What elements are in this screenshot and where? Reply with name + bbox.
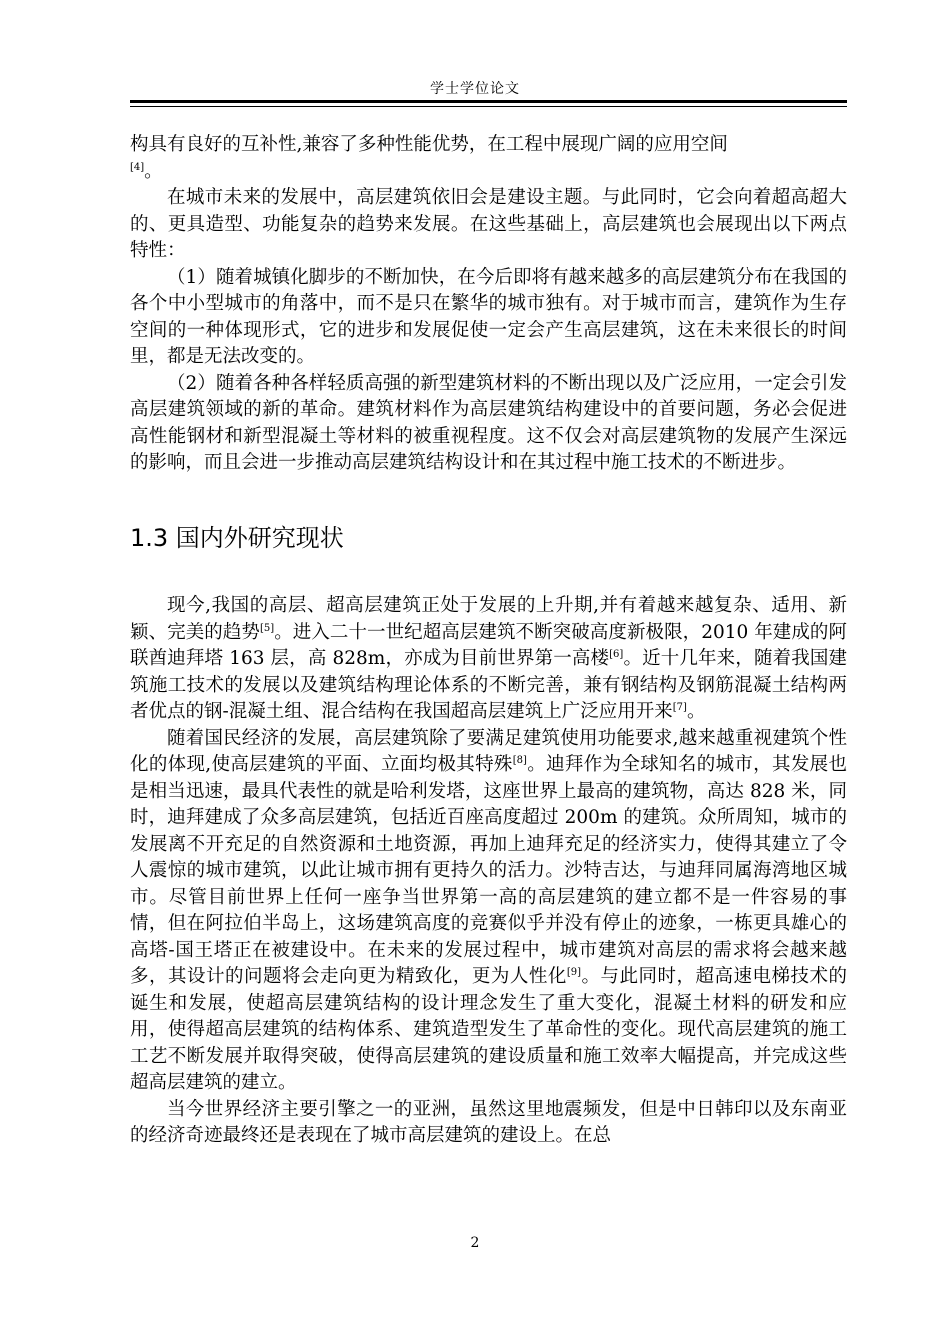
paragraph: 现今,我国的高层、超高层建筑正处于发展的上升期,并有着越来越复杂、适用、新颖、完美的趋势[5]。进入二十一世纪超高层建筑不断突破高度新极限，2010 年建成的阿联酋迪拜塔 163 层，高 828m，亦成为目前世界第一高楼[6]。近十几年来，随着我国建筑施工技术的发展以及建筑结构理论体系的不断完善，兼有钢结构及钢筋混凝土结构两者优点的钢-混凝土组、混合结构在我国超高层建筑上广泛应用开来[7]。 [130, 595, 847, 722]
running-header: 学士学位论文 [430, 81, 520, 97]
header-rule-thin [130, 106, 847, 107]
section-heading: 1.3 国内外研究现状 [130, 524, 344, 552]
section-body [130, 593, 847, 1150]
citation: [5] [259, 622, 275, 634]
header-rule-thick [130, 100, 847, 103]
citation: [8] [512, 754, 527, 766]
list-item-1: （1）随着城镇化脚步的不断加快，在今后即将有越来越多的高层建筑分布在我国的各个中小型城市的角落中，而不是只在繁华的城市独有。对于城市而言，建筑作为生存空间的一种体现形式，它的进步和发展促使一定会产生高层建筑，这在未来很长的时间里，都是无法改变的。 [130, 266, 847, 367]
list-item-2: （2）随着各种各样轻质高强的新型建筑材料的不断出现以及广泛应用，一定会引发高层建筑领域的新的革命。建筑材料作为高层建筑结构建设中的首要问题，务必会促进高性能钢材和新型混凝土等材料的被重视程度。这不仅会对高层建筑物的发展产生深远的影响，而且会进一步推动高层建筑结构设计和在其过程中施工技术的不断进步。 [130, 372, 847, 473]
paragraph: 在城市未来的发展中，高层建筑依旧会是建设主题。与此同时，它会向着超高超大的、更具造型、功能复杂的趋势来发展。在这些基础上，高层建筑也会展现出以下两点特性： [130, 187, 847, 261]
citation: [6] [609, 648, 624, 660]
paragraph: 当今世界经济主要引擎之一的亚洲，虽然这里地震频发，但是中日韩印以及东南亚的经济奇迹最终还是表现在了城市高层建筑的建设上。在总 [130, 1098, 847, 1146]
citation: [7] [672, 701, 687, 713]
intro-block [130, 132, 847, 477]
citation: [4] [130, 161, 145, 173]
citation: [9] [566, 966, 582, 978]
continuation-paragraph: 构具有良好的互补性,兼容了多种性能优势，在工程中展现广阔的应用空间 [4]。 [130, 134, 728, 182]
paragraph: 随着国民经济的发展，高层建筑除了要满足建筑使用功能要求,越来越重视建筑个性化的体现,使高层建筑的平面、立面均极其特殊[8]。迪拜作为全球知名的城市，其发展也是相当迅速，最具代表性的就是哈利发塔，这座世界上最高的建筑物，高达 828 米，同时，迪拜建成了众多高层建筑，包括近百座高度超过 200m 的建筑。众所周知，城市的发展离不开充足的自然资源和土地资源，再加上迪拜充足的经济实力，使得其建立了令人震惊的城市建筑，以此让城市拥有更持久的活力。沙特吉达，与迪拜同属海湾地区城市。尽管目前世界上任何一座争当世界第一高的高层建筑的建立都不是一件容易的事情，但在阿拉伯半岛上，这场建筑高度的竞赛似乎并没有停止的迹象，一栋更具雄心的高塔-国王塔正在被建设中。在未来的发展过程中，城市建筑对高层的需求将会越来越多，其设计的问题将会走向更为精致化，更为人性化[9]。与此同时，超高速电梯技术的诞生和发展，使超高层建筑结构的设计理念发生了重大变化，混凝土材料的研发和应用，使得超高层建筑的结构体系、建筑造型发生了革命性的变化。现代高层建筑的施工工艺不断发展并取得突破，使得高层建筑的建设质量和施工效率大幅提高，并完成这些超高层建筑的建立。 [130, 727, 847, 1093]
page-number: 2 [470, 1235, 480, 1251]
